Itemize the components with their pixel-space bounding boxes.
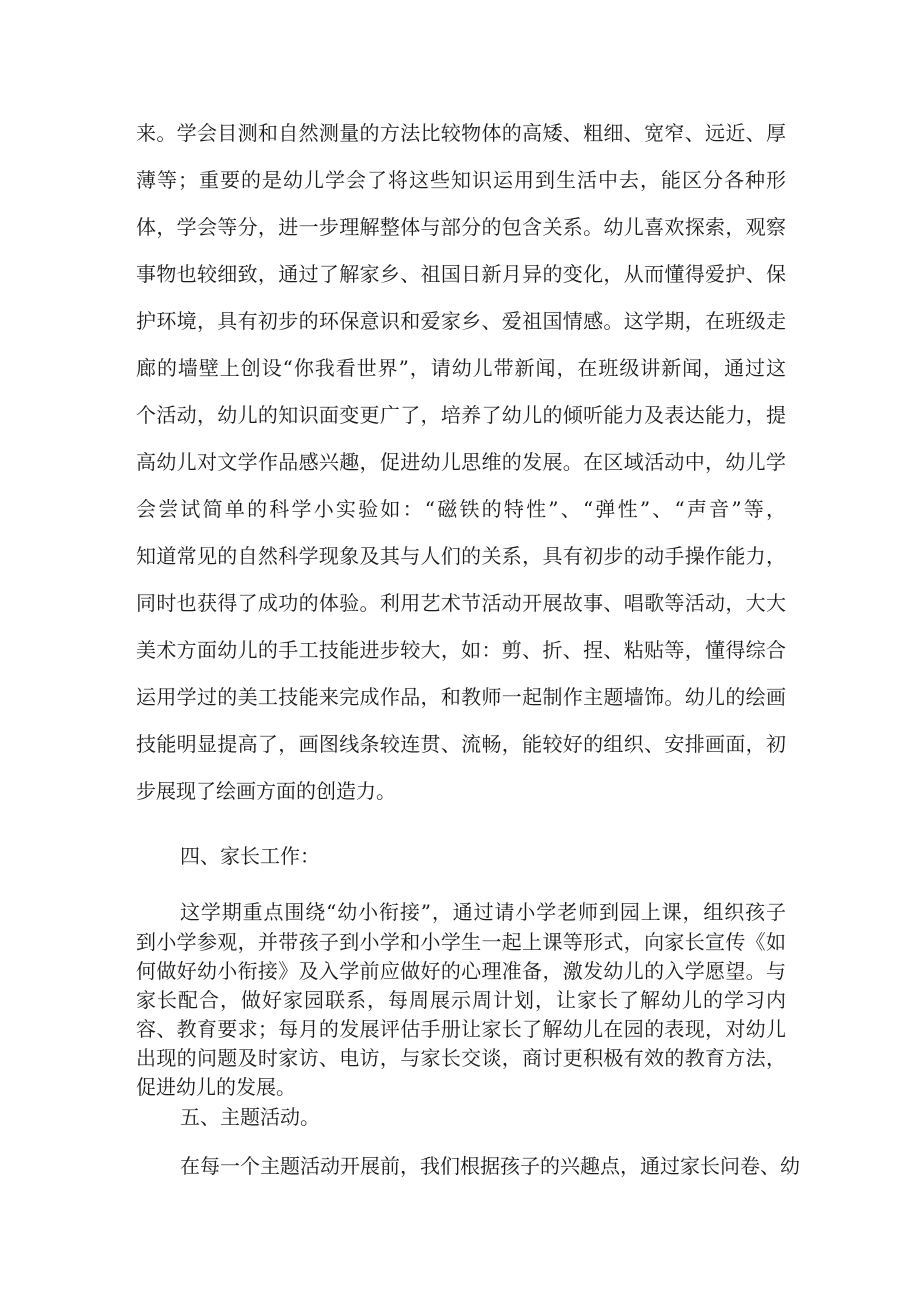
paragraph-line: 廊的墙壁上创设“你我看世界”，请幼儿带新闻，在班级讲新闻，通过这: [136, 356, 786, 380]
paragraph-line: 同时也获得了成功的体验。利用艺术节活动开展故事、唱歌等活动，大大: [136, 591, 786, 615]
paragraph-line: 容、教育要求；每月的发展评估手册让家长了解幼儿在园的表现，对幼儿: [136, 1017, 786, 1041]
section-heading-parent-work: 四、家长工作：: [180, 844, 320, 868]
paragraph-line: 在每一个主题活动开展前，我们根据孩子的兴趣点，通过家长问卷、幼: [180, 1154, 800, 1178]
paragraph-line: 何做好幼小衔接》及入学前应做好的心理准备，激发幼儿的入学愿望。与: [136, 959, 786, 983]
section-heading-theme-activities: 五、主题活动。: [180, 1105, 320, 1129]
paragraph-line: 步展现了绘画方面的创造力。: [136, 779, 396, 803]
paragraph-line: 个活动，幼儿的知识面变更广了，培养了幼儿的倾听能力及表达能力，提: [136, 403, 786, 427]
paragraph-line: 体，学会等分，进一步理解整体与部分的包含关系。幼儿喜欢探索，观察: [136, 215, 786, 239]
paragraph-line: 到小学参观，并带孩子到小学和小学生一起上课等形式，向家长宣传《如: [136, 930, 786, 954]
paragraph-line: 会尝试简单的科学小实验如：“磁铁的特性”、“弹性”、“声音”等，: [136, 497, 786, 521]
paragraph-line: 出现的问题及时家访、电访，与家长交谈，商讨更积极有效的教育方法，: [136, 1046, 786, 1070]
paragraph-line: 薄等；重要的是幼儿学会了将这些知识运用到生活中去，能区分各种形: [136, 168, 786, 192]
paragraph-line: 高幼儿对文学作品感兴趣，促进幼儿思维的发展。在区域活动中，幼儿学: [136, 450, 786, 474]
paragraph-line: 护环境，具有初步的环保意识和爱家乡、爱祖国情感。这学期，在班级走: [136, 309, 786, 333]
paragraph-line: 家长配合，做好家园联系，每周展示周计划，让家长了解幼儿的学习内: [136, 988, 786, 1012]
paragraph-line: 事物也较细致，通过了解家乡、祖国日新月异的变化，从而懂得爱护、保: [136, 262, 786, 286]
paragraph-line: 运用学过的美工技能来完成作品，和教师一起制作主题墙饰。幼儿的绘画: [136, 685, 786, 709]
paragraph-line: 技能明显提高了，画图线条较连贯、流畅，能较好的组织、安排画面，初: [136, 732, 786, 756]
paragraph-line: 这学期重点围绕“幼小衔接”，通过请小学老师到园上课，组织孩子: [180, 900, 786, 924]
paragraph-line: 来。学会目测和自然测量的方法比较物体的高矮、粗细、宽窄、远近、厚: [136, 121, 786, 145]
paragraph-line: 知道常见的自然科学现象及其与人们的关系，具有初步的动手操作能力，: [136, 544, 786, 568]
paragraph-line: 美术方面幼儿的手工技能进步较大，如：剪、折、捏、粘贴等，懂得综合: [136, 638, 786, 662]
paragraph-line: 促进幼儿的发展。: [136, 1075, 296, 1099]
